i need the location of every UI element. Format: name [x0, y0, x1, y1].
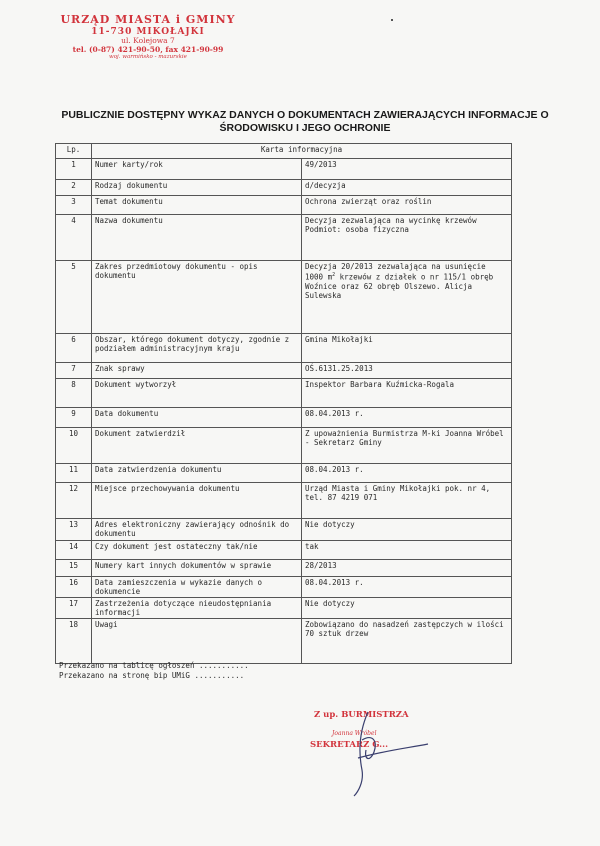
- row-value: Zobowiązano do nasadzeń zastępczych w ilości 70 sztuk drzew: [302, 619, 512, 664]
- row-field: Zakres przedmiotowy dokumentu - opis dokumentu: [92, 261, 302, 334]
- row-value: Nie dotyczy: [302, 519, 512, 541]
- row-value-part: Decyzja 20/2013 zezwalająca na usunięcie 1000 m: [305, 262, 486, 282]
- row-field: Adres elektroniczny zawierający odnośnik do dokumentu: [92, 519, 302, 541]
- row-field: Uwagi: [92, 619, 302, 664]
- table-row: [56, 428, 512, 464]
- office-stamp: [58, 14, 238, 61]
- row-field: Zastrzeżenia dotyczące nieudostępniania informacji: [92, 598, 302, 619]
- signature-stamp-line1: Z up. BURMISTRZA: [314, 710, 409, 720]
- table-row: [56, 379, 512, 408]
- row-field: Data dokumentu: [92, 408, 302, 428]
- row-value-part: krzewów z działek o nr 115/1 obręb Woźnice oraz 62 obręb Olszewo. Alicja Sulewska: [305, 272, 494, 300]
- row-value: Ochrona zwierząt oraz roślin: [302, 196, 512, 215]
- footer-notes: [59, 661, 249, 681]
- row-number: 11: [56, 464, 92, 483]
- stamp-office-name: URZĄD MIASTA i GMINY: [60, 13, 236, 26]
- table-row: [56, 408, 512, 428]
- header-lp: Lp.: [56, 144, 92, 159]
- row-number: 2: [56, 180, 92, 196]
- row-value: Urząd Miasta i Gminy Mikołajki pok. nr 4, tel. 87 4219 071: [302, 483, 512, 519]
- stamp-phone-fax: tel. (0-87) 421-90-50, fax 421-90-99: [72, 44, 224, 54]
- stamp-street: ul. Kolejowa 7: [121, 35, 175, 45]
- row-number: 8: [56, 379, 92, 408]
- row-field: Miejsce przechowywania dokumentu: [92, 483, 302, 519]
- speck-mark: [391, 19, 393, 21]
- table-row: [56, 196, 512, 215]
- row-value: 08.04.2013 r.: [302, 577, 512, 598]
- row-value: d/decyzja: [302, 180, 512, 196]
- information-card-table: [55, 143, 512, 664]
- table-row: [56, 519, 512, 541]
- stamp-voivodeship: woj. warmińsko - mazurskie: [109, 54, 187, 61]
- row-number: 13: [56, 519, 92, 541]
- row-number: 3: [56, 196, 92, 215]
- row-number: 14: [56, 541, 92, 560]
- row-field: Temat dokumentu: [92, 196, 302, 215]
- row-value: 08.04.2013 r.: [302, 408, 512, 428]
- table-row: [56, 464, 512, 483]
- table-row: [56, 577, 512, 598]
- handwritten-signature-icon: [298, 700, 448, 800]
- table-row: [56, 619, 512, 664]
- signature-stamp-line2: Joanna Wróbel: [332, 730, 377, 737]
- row-field: Rodzaj dokumentu: [92, 180, 302, 196]
- table-header-row: [56, 144, 512, 159]
- row-field: Data zamieszczenia w wykazie danych o dokumencie: [92, 577, 302, 598]
- table-row: [56, 560, 512, 577]
- row-number: 10: [56, 428, 92, 464]
- row-number: 5: [56, 261, 92, 334]
- row-field: Data zatwierdzenia dokumentu: [92, 464, 302, 483]
- table-row: [56, 334, 512, 363]
- row-number: 12: [56, 483, 92, 519]
- footer-notice-board-line: Przekazano na tablicę ogłoszeń ...........: [59, 661, 249, 670]
- table-row: [56, 215, 512, 261]
- signature-stamp-line3: SEKRETARZ G...: [310, 740, 389, 750]
- table-row: [56, 598, 512, 619]
- table-row: [56, 483, 512, 519]
- row-number: 4: [56, 215, 92, 261]
- footer-bip-line: Przekazano na stronę bip UMiG ...........: [59, 671, 245, 680]
- row-number: 9: [56, 408, 92, 428]
- row-value: [302, 261, 512, 334]
- row-value: Z upoważnienia Burmistrza M-ki Joanna Wróbel - Sekretarz Gminy: [302, 428, 512, 464]
- page-title: PUBLICZNIE DOSTĘPNY WYKAZ DANYCH O DOKUMENTACH ZAWIERAJĄCYCH INFORMACJE O ŚRODOWISKU I JEGO OCHRONIE: [61, 109, 549, 134]
- row-value: Decyzja zezwalająca na wycinkę krzewów Podmiot: osoba fizyczna: [302, 215, 512, 261]
- row-number: 6: [56, 334, 92, 363]
- row-number: 18: [56, 619, 92, 664]
- row-field: Numery kart innych dokumentów w sprawie: [92, 560, 302, 577]
- row-value-superscript: 2: [332, 272, 336, 278]
- table-row: [56, 180, 512, 196]
- row-field: Numer karty/rok: [92, 159, 302, 180]
- row-field: Dokument zatwierdził: [92, 428, 302, 464]
- row-number: 7: [56, 363, 92, 379]
- row-number: 16: [56, 577, 92, 598]
- table-row: [56, 541, 512, 560]
- table-row: [56, 363, 512, 379]
- row-value: OŚ.6131.25.2013: [302, 363, 512, 379]
- table-row: [56, 159, 512, 180]
- table-row: [56, 261, 512, 334]
- row-value: Nie dotyczy: [302, 598, 512, 619]
- row-value: Inspektor Barbara Kuźmicka-Rogala: [302, 379, 512, 408]
- stamp-postal-city: 11-730 MIKOŁAJKI: [91, 26, 205, 37]
- row-field: Nazwa dokumentu: [92, 215, 302, 261]
- row-value: 49/2013: [302, 159, 512, 180]
- row-value: 08.04.2013 r.: [302, 464, 512, 483]
- row-value: tak: [302, 541, 512, 560]
- row-value: 28/2013: [302, 560, 512, 577]
- row-number: 17: [56, 598, 92, 619]
- row-number: 15: [56, 560, 92, 577]
- signature-stamp: [298, 700, 448, 800]
- row-value: Gmina Mikołajki: [302, 334, 512, 363]
- row-number: 1: [56, 159, 92, 180]
- row-field: Obszar, którego dokument dotyczy, zgodnie z podziałem administracyjnym kraju: [92, 334, 302, 363]
- header-card: Karta informacyjna: [92, 144, 512, 159]
- row-field: Dokument wytworzył: [92, 379, 302, 408]
- row-field: Czy dokument jest ostateczny tak/nie: [92, 541, 302, 560]
- row-field: Znak sprawy: [92, 363, 302, 379]
